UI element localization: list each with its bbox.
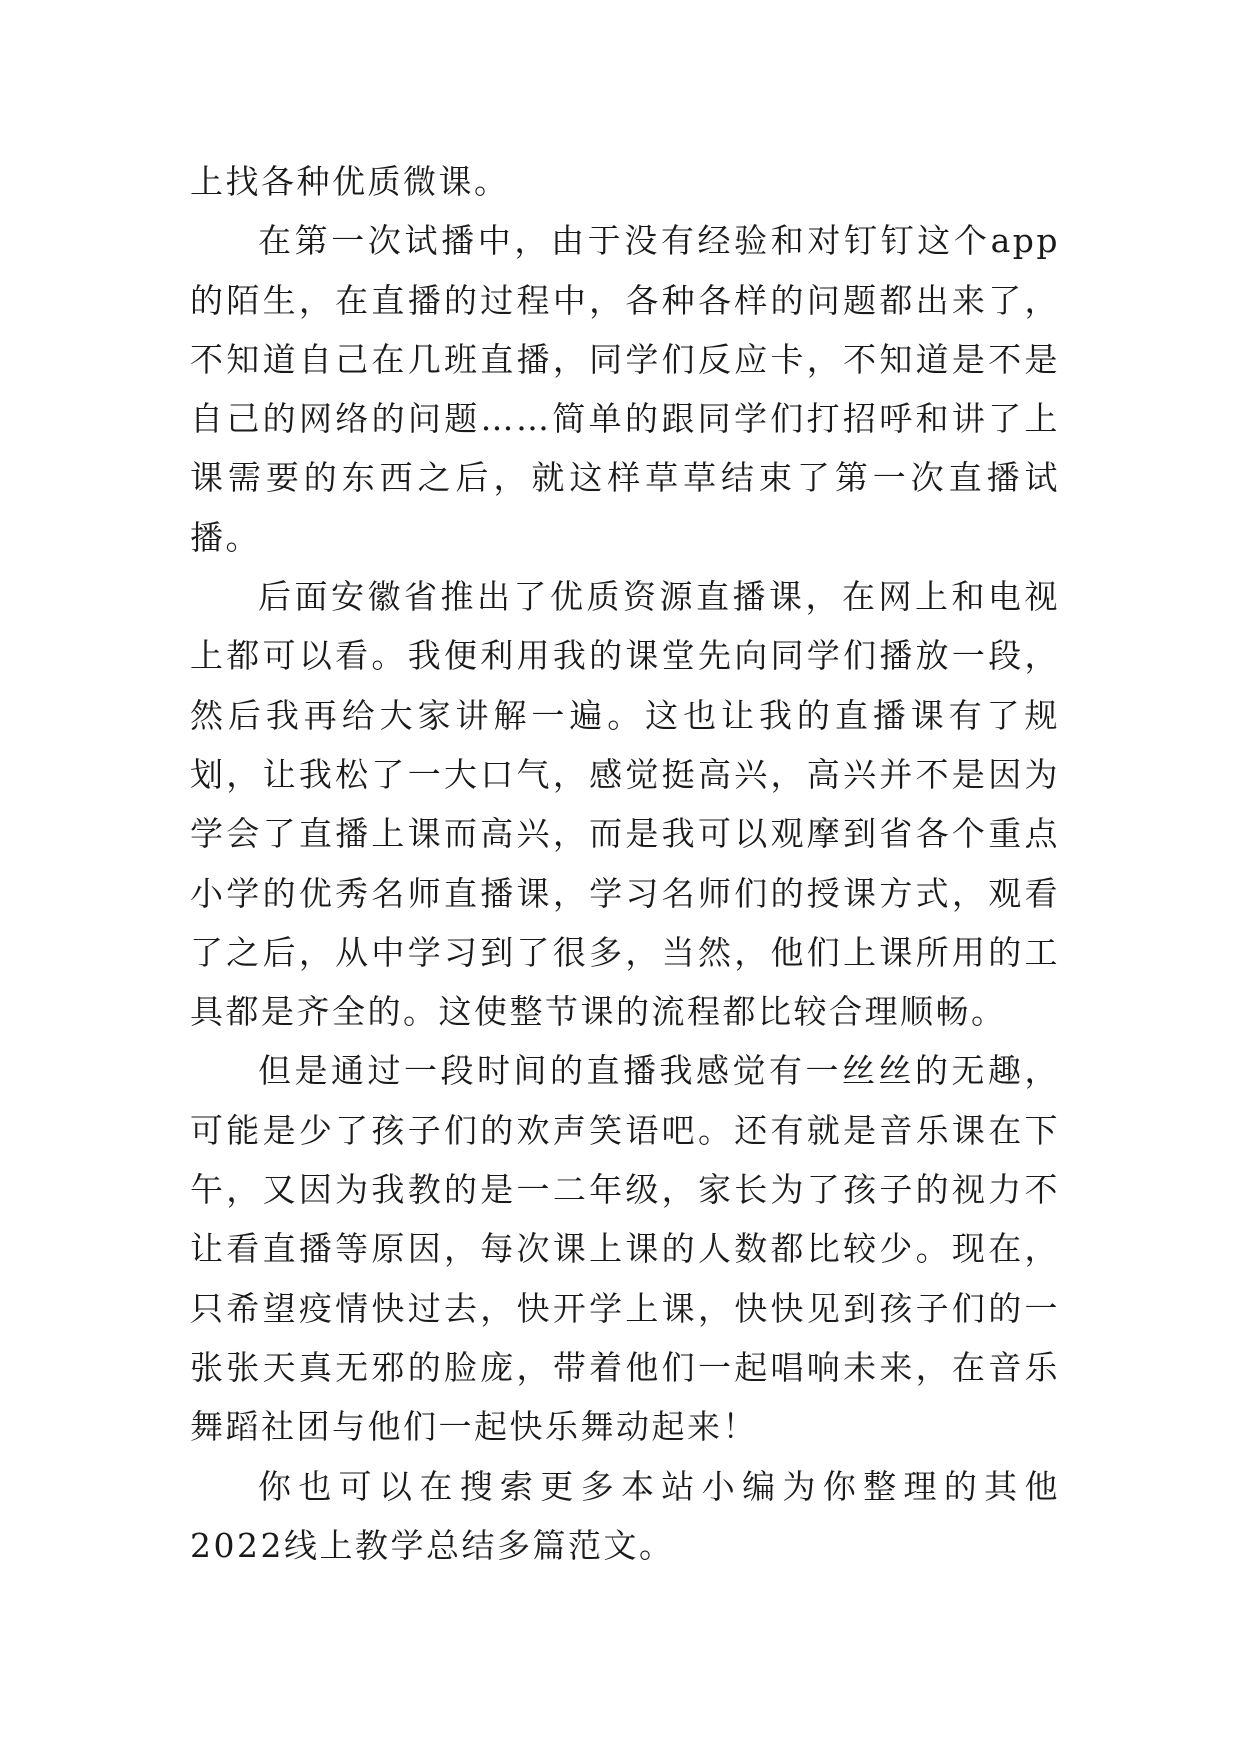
paragraph-first-trial-broadcast: 在第一次试播中，由于没有经验和对钉钉这个app的陌生，在直播的过程中，各种各样的问题都出来了，不知道自己在几班直播，同学们反应卡，不知道是不是自己的网络的问题……简单的跟同学们打招呼和讲了上课需要的东西之后，就这样草草结束了第一次直播试播。 xyxy=(190,221,1060,557)
paragraph-reflection: 但是通过一段时间的直播我感觉有一丝丝的无趣，可能是少了孩子们的欢声笑语吧。还有就是音乐课在下午，又因为我教的是一二年级，家长为了孩子的视力不让看直播等原因，每次课上课的人数都比较少。现在，只希望疫情快过去，快开学上课，快快见到孩子们的一张张天真无邪的脸庞，带着他们一起唱响未来，在音乐舞蹈社团与他们一起快乐舞动起来！ xyxy=(190,1051,1060,1447)
document-body xyxy=(190,152,1060,1575)
paragraph-closing-note: 你也可以在搜索更多本站小编为你整理的其他2022线上教学总结多篇范文。 xyxy=(190,1466,1060,1565)
paragraph-continuation: 上找各种优质微课。 xyxy=(190,162,510,201)
paragraph-quality-resource-courses: 后面安徽省推出了优质资源直播课，在网上和电视上都可以看。我便利用我的课堂先向同学们播放一段，然后我再给大家讲解一遍。这也让我的直播课有了规划，让我松了一大口气，感觉挺高兴，高兴并不是因为学会了直播上课而高兴，而是我可以观摩到省各个重点小学的优秀名师直播课，学习名师们的授课方式，观看了之后，从中学习到了很多，当然，他们上课所用的工具都是齐全的。这使整节课的流程都比较合理顺畅。 xyxy=(190,577,1060,1032)
